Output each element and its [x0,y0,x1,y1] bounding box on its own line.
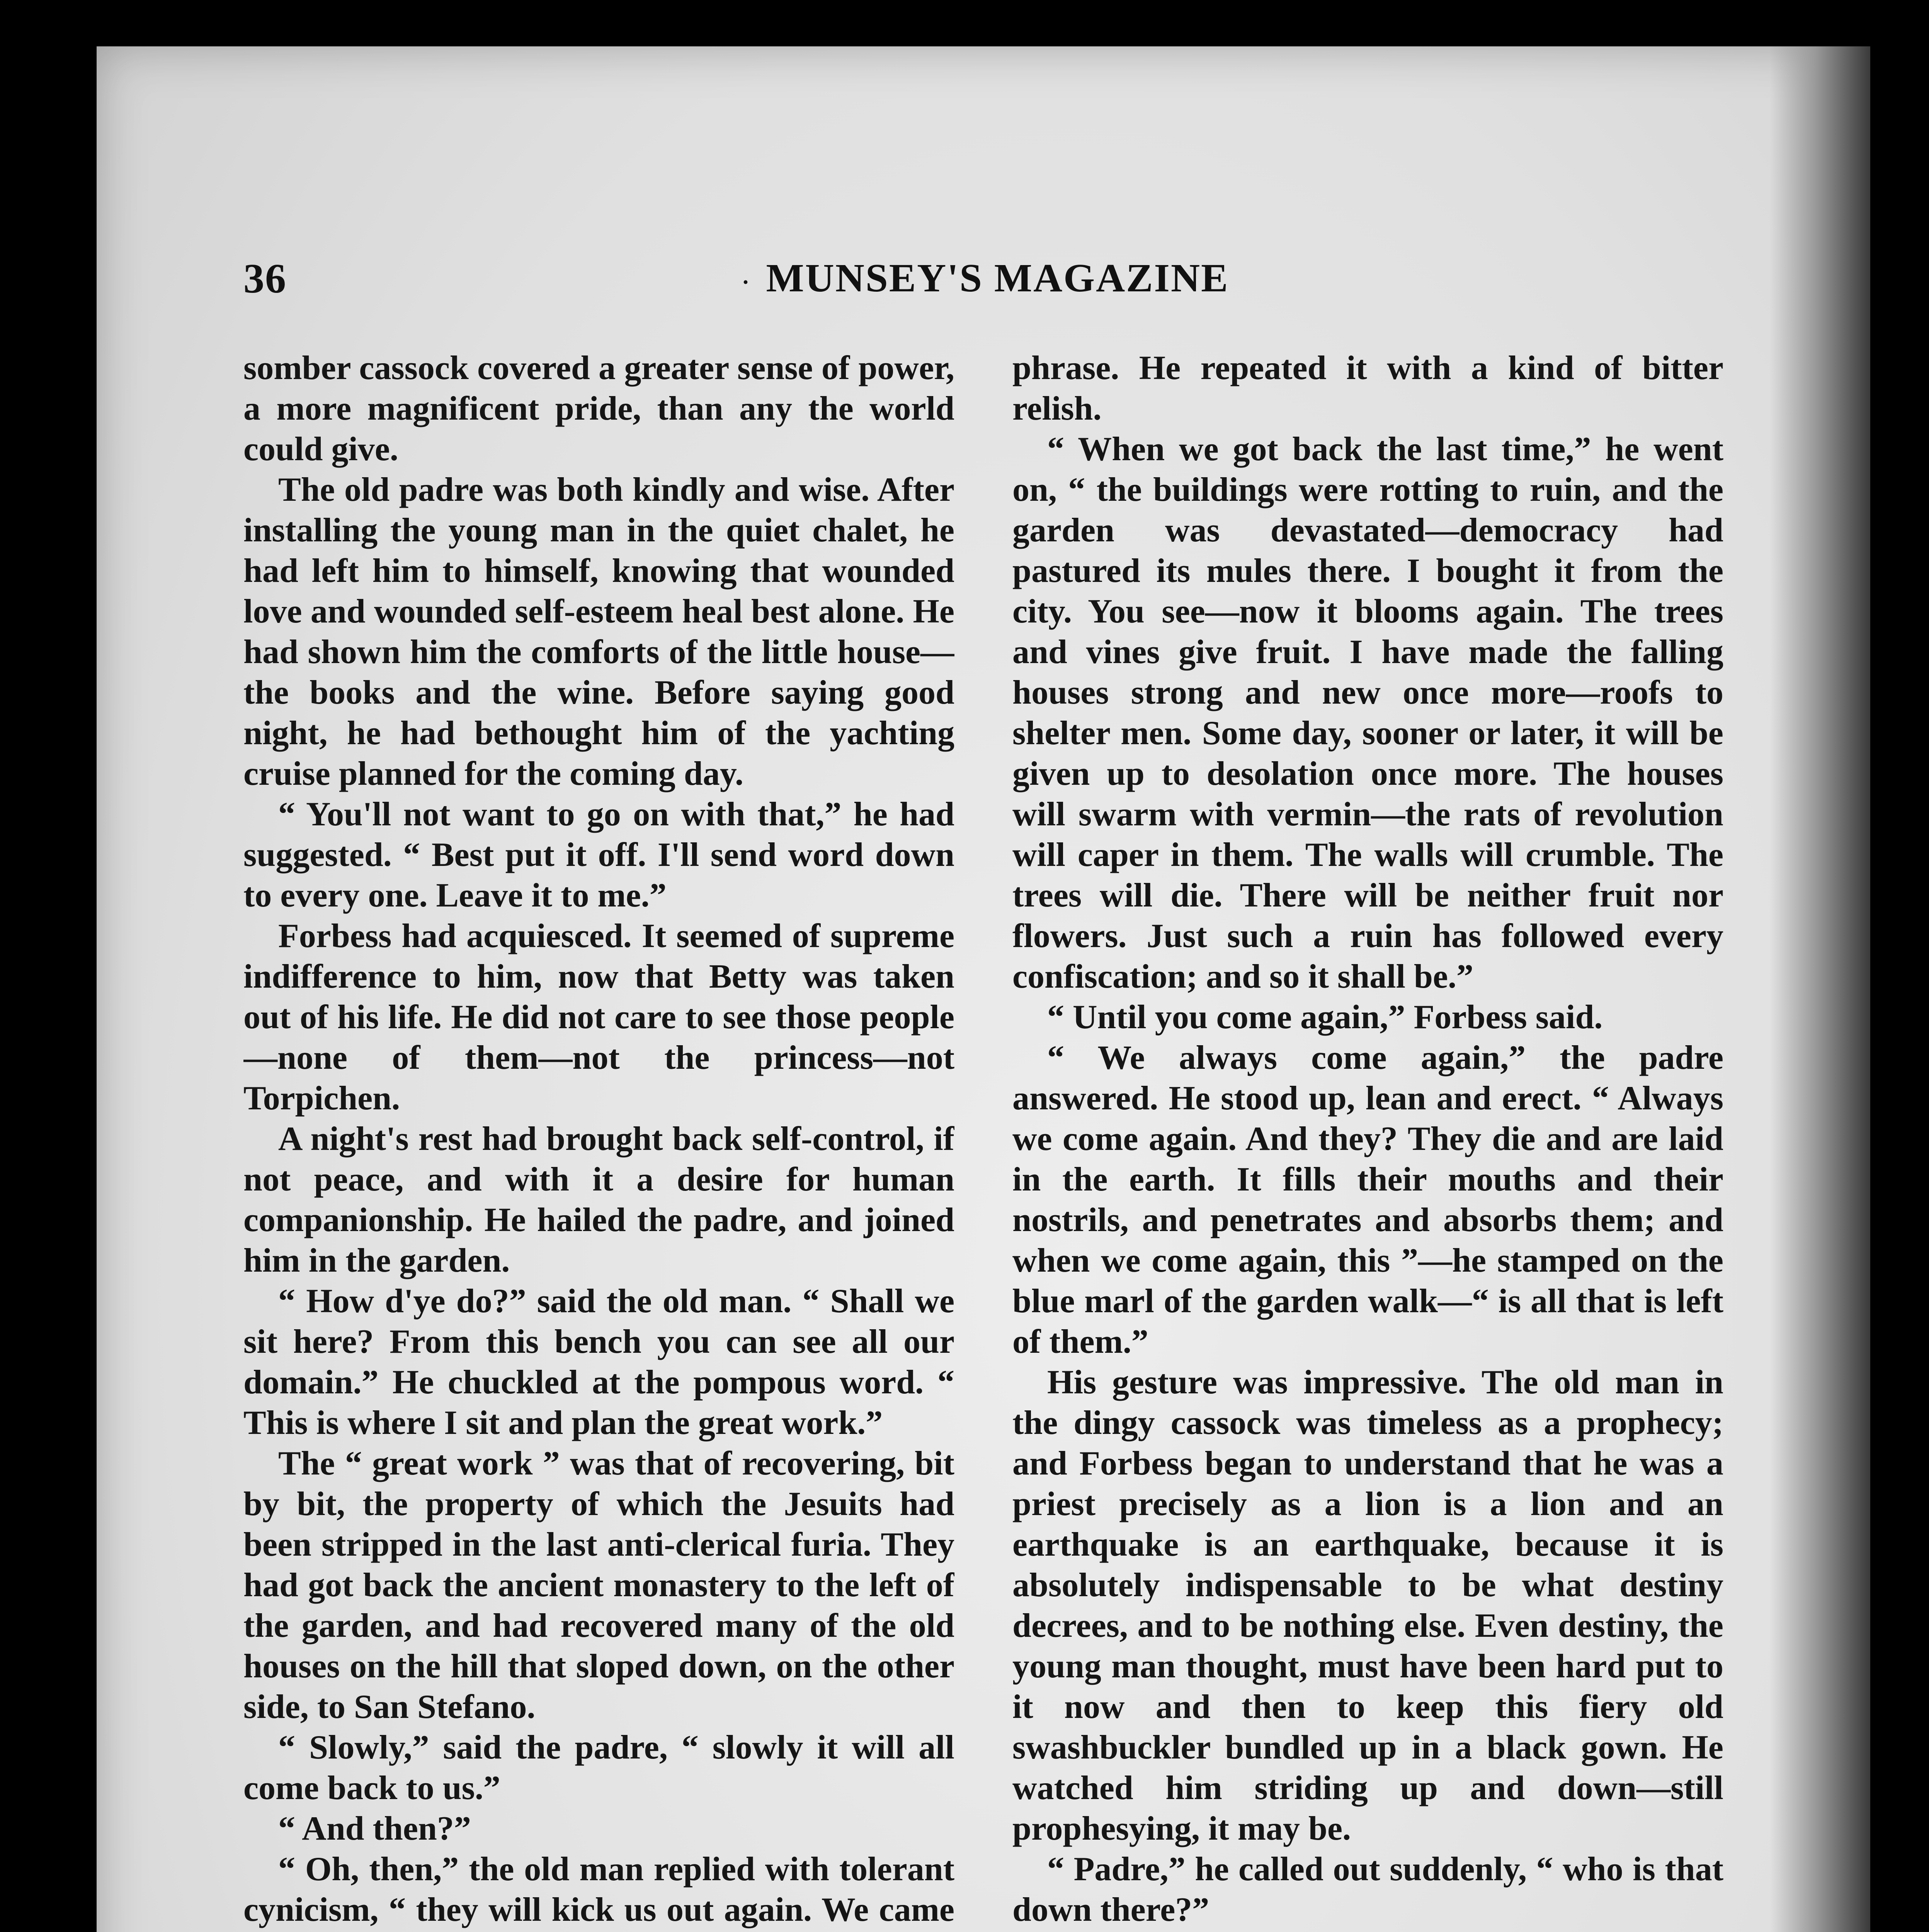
paragraph: The old padre was both kindly and wise. After installing the young man in the quiet chalet, he had left him to himself, knowing that wounded love and wounded self-esteem heal best alone. He had shown him the comforts of the little house—the books and the wine. Before saying good night, he had bethought him of the yachting cruise planned for the coming day. [243,471,954,793]
page-number: 36 [243,256,287,302]
header-dot: · [742,269,751,295]
paragraph: Forbess had acquiesced. It seemed of supreme indifference to him, now that Betty was taken out of his life. He did not care to see those people—none of them—not the princess—not Torpichen. [243,917,954,1117]
paragraph: somber cassock covered a greater sense of power, a more magnificent pride, than any the world could give. [243,349,954,468]
running-head [243,255,1727,301]
paragraph: “ And then?” [278,1810,471,1847]
paragraph: His gesture was impressive. The old man in the dingy cassock was timeless as a prophecy; and Forbess began to understand that he was a priest precisely as a lion is a lion and an earthquake is an earthquake, because it is absolutely indispensable to be what destiny decrees, and to be nothing else. Even destiny, the young man thought, must have been hard put to it now and then to keep this fiery old swashbuckler bundled up in a black gown. He watched him striding up and down—still prophesying, it may be. [1012,1364,1723,1847]
paragraph: “ Slowly,” said the padre, “ slowly it will all come back to us.” [243,1729,954,1807]
paragraph: A night's rest had brought back self-control, if not peace, and with it a desire for human companionship. He hailed the padre, and joined him in the garden. [243,1120,954,1279]
paragraph: “ When we got back the last time,” he went on, “ the buildings were rotting to ruin, and the garden was devastated—democracy had pastured its mules there. I bought it from the city. You see—now it blooms again. The trees and vines give fruit. I have made the falling houses strong and new once more—roofs to shelter men. Some day, sooner or later, it will be given up to desolation once more. The houses will swarm with vermin—the rats of revolution will caper in them. The walls will crumble. The trees will die. There will be neither fruit nor flowers. Just such a ruin has followed every confiscation; and so it shall be.” [1012,430,1723,995]
paragraph: “ Oh, then,” the old man replied with tolerant cynicism, “ they will kick us out again. We came [243,1850,954,1929]
magazine-page [97,46,1870,1932]
paragraph: “ Until you come again,” Forbess said. [1047,998,1603,1036]
paragraph: “ We always come again,” the padre answered. He stood up, lean and erect. “ Always we come again. And they? They die and are laid in the earth. It fills their mouths and their nostrils, and penetrates and absorbs them; and when we come again, this ”—he stamped on the blue marl of the garden walk—“ is all that is left of them.” [1012,1039,1723,1361]
paragraph [1012,1930,1723,1932]
paragraph: “ Padre,” he called out suddenly, “ who is that down there?” [1012,1850,1723,1929]
paragraph: The “ great work ” was that of recovering, bit by bit, the property of which the Jesuits had been stripped in the last anti-clerical furia. They had got back the ancient monastery to the left of the garden, and had recovered many of the old houses on the hill that sloped down, on the other side, to San Stefano. [243,1445,954,1726]
paragraph: phrase. He repeated it with a kind of bitter relish. [1012,349,1723,427]
paragraph: “ How d'ye do?” said the old man. “ Shall we sit here? From this bench you can see all our domain.” He chuckled at the pompous word. “ This is where I sit and plan the great work.” [243,1282,954,1442]
magazine-title: MUNSEY'S MAGAZINE [766,256,1229,300]
left-column [243,348,954,1932]
page-header [243,255,1727,317]
paragraph: “ You'll not want to go on with that,” he had suggested. “ Best put it off. I'll send word down to every one. Leave it to me.” [243,796,954,914]
right-column [1012,348,1723,1932]
page-edge-shadow [1770,46,1870,1932]
